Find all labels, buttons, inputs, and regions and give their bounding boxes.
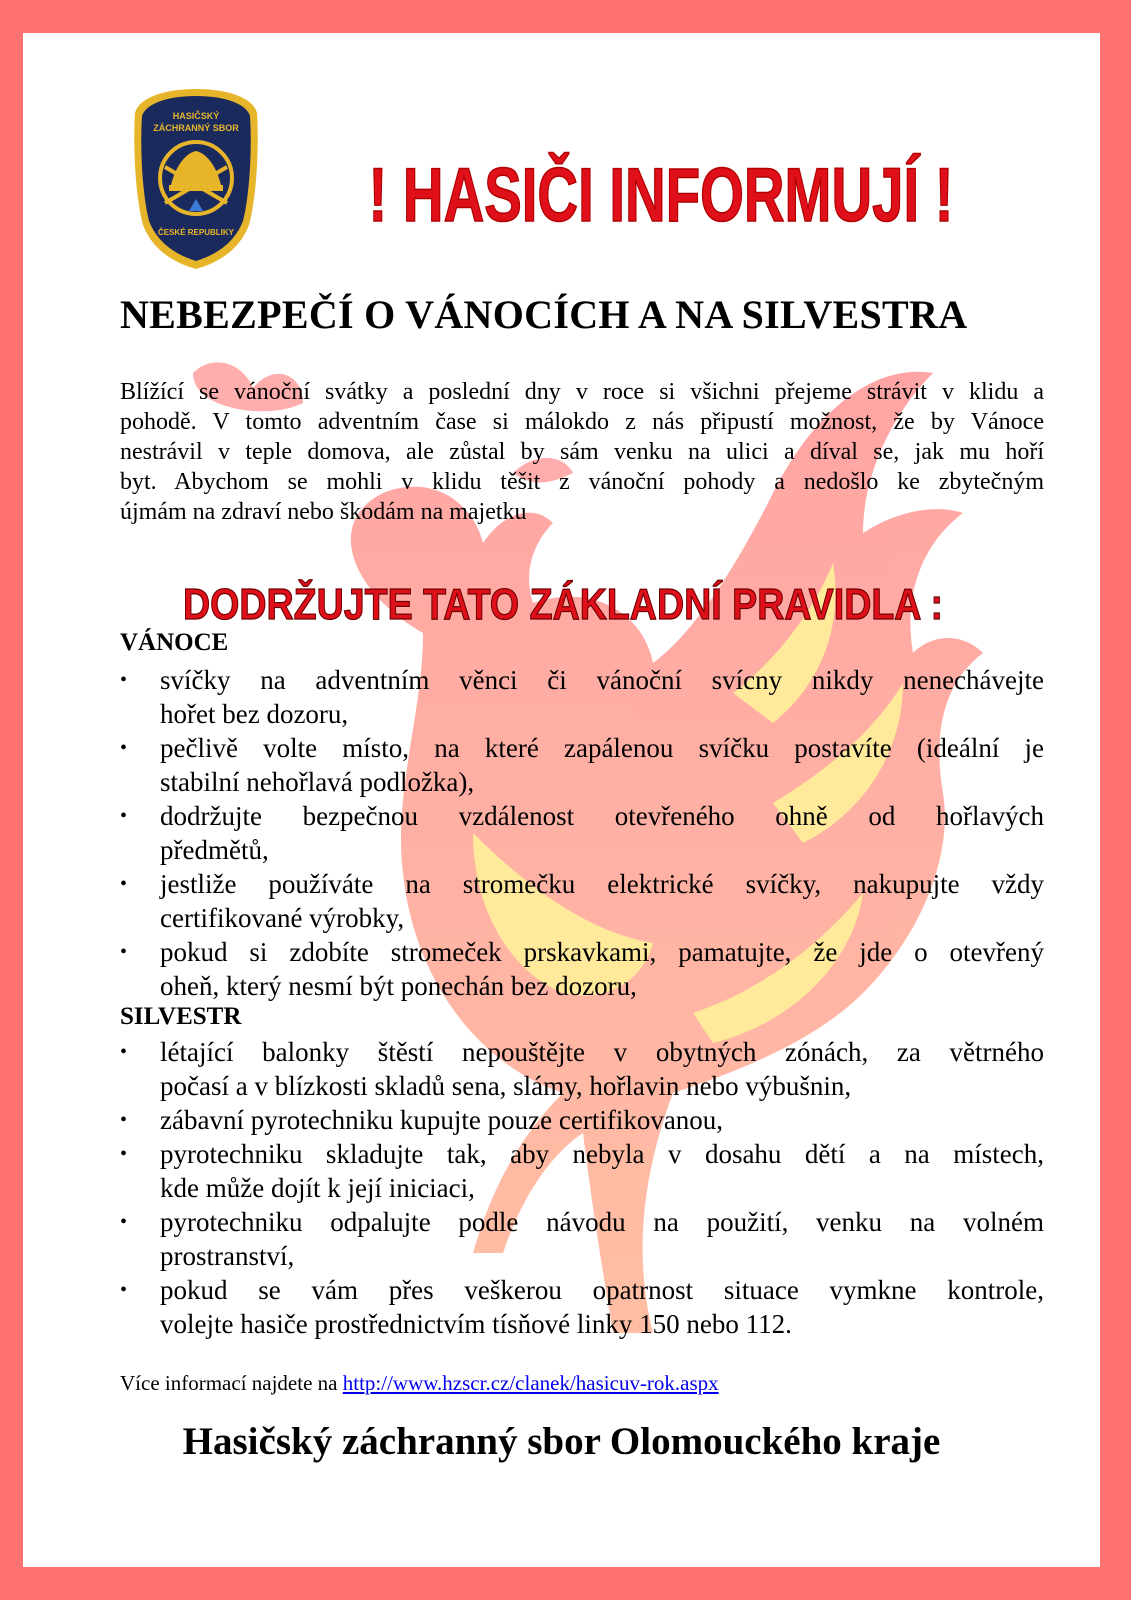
- more-info-label: Více informací najdete na: [120, 1371, 338, 1395]
- intro-line: nestrávil v teple domova, ale zůstal by sám venku na ulici a díval se, jak mu hoří: [120, 439, 1044, 465]
- list-item: • pokud si zdobíte stromeček prskavkami, pamatujte, že jde o otevřený oheň, který nesmí být ponechán bez dozoru,: [120, 937, 1044, 1001]
- list-item: • létající balonky štěstí nepouštějte v obytných zónách, za větrného počasí a v blízkosti skladů sena, slámy, hořlavin nebo výbušnin,: [120, 1037, 1044, 1101]
- emblem-top-text: HASIČSKÝ: [172, 111, 220, 121]
- list-item: • svíčky na adventním věnci či vánoční svícny nikdy nenechávejte hořet bez dozoru,: [120, 665, 1044, 729]
- list-item: • pečlivě volte místo, na které zapálenou svíčku postavíte (ideální je stabilní nehořlavá podložka),: [120, 733, 1044, 797]
- section-heading-new-year: SILVESTR: [120, 1003, 242, 1030]
- intro-line: byt. Abychom se mohli v klidu těšit z vánoční pohody a nedošlo ke zbytečným: [120, 469, 1044, 495]
- rules-headline-text: DODRŽUJTE TATO ZÁKLADNÍ PRAVIDLA :: [183, 580, 1073, 629]
- fire-rescue-emblem-icon: [131, 85, 261, 271]
- christmas-rules-list: [120, 663, 1044, 1003]
- footer-organization: Hasičský záchranný sbor Olomouckého kraje: [182, 1420, 941, 1463]
- poster-page: [23, 33, 1100, 1567]
- more-info: [120, 1371, 719, 1396]
- rules-headline: [173, 571, 1073, 633]
- intro-line: újmám na zdraví nebo škodám na majetku: [120, 499, 527, 525]
- headline-banner: [361, 141, 961, 238]
- list-item: • zábavní pyrotechniku kupujte pouze certifikovanou,: [120, 1105, 724, 1135]
- section-heading-christmas: VÁNOCE: [120, 629, 229, 656]
- new-year-rules-list: [120, 1035, 1044, 1341]
- intro-line: Blížící se vánoční svátky a poslední dny v roce si všichni přejeme strávit v klidu a: [120, 379, 1044, 405]
- svg-text:ČESKÉ REPUBLIKY: ČESKÉ REPUBLIKY: [157, 228, 235, 237]
- headline-text: ! HASIČI INFORMUJÍ !: [368, 153, 954, 238]
- list-item: • pyrotechniku skladujte tak, aby nebyla v dosahu dětí a na místech, kde může dojít k její iniciaci,: [120, 1139, 1044, 1203]
- list-item: • pokud se vám přes veškerou opatrnost situace vymkne kontrole, volejte hasiče prostřednictvím tísňové linky 150 nebo 112.: [120, 1275, 1044, 1339]
- intro-line: pohodě. V tomto adventním čase si málokdo z nás připustí možnost, že by Vánoce: [120, 409, 1044, 435]
- more-info-link[interactable]: http://www.hzscr.cz/clanek/hasicuv-rok.aspx: [342, 1371, 719, 1395]
- list-item: • dodržujte bezpečnou vzdálenost otevřeného ohně od hořlavých předmětů,: [120, 801, 1044, 865]
- page-title: NEBEZPEČÍ O VÁNOCÍCH A NA SILVESTRA: [120, 292, 968, 337]
- list-item: • jestliže používáte na stromečku elektrické svíčky, nakupujte vždy certifikované výrobky,: [120, 869, 1044, 933]
- intro-paragraph: [120, 377, 1044, 527]
- svg-text:ZÁCHRANNÝ SBOR: ZÁCHRANNÝ SBOR: [153, 123, 239, 133]
- list-item: • pyrotechniku odpalujte podle návodu na použití, venku na volném prostranství,: [120, 1207, 1044, 1271]
